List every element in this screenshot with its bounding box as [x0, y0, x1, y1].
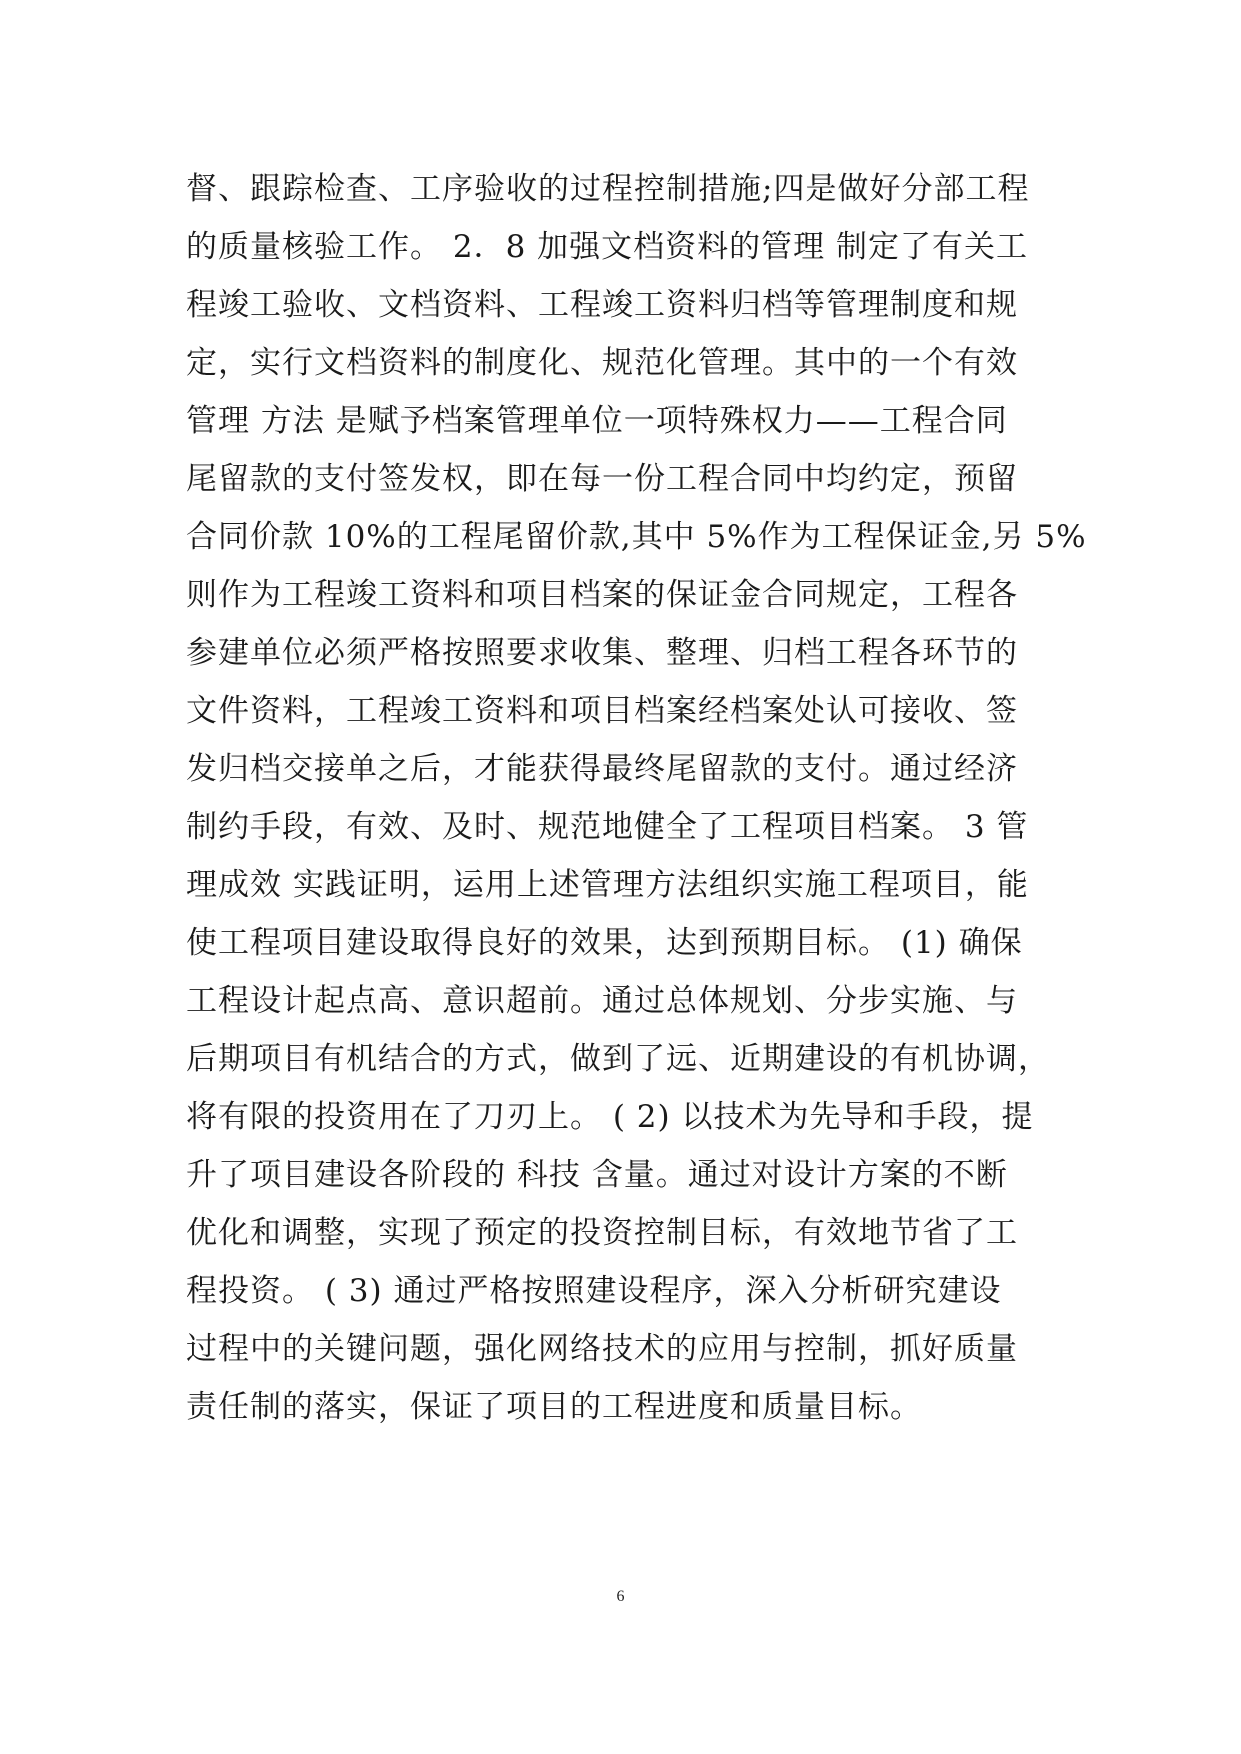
text-line: 合同价款 10%的工程尾留价款,其中 5%作为工程保证金,另 5%	[186, 519, 1087, 555]
text-line: 则作为工程竣工资料和项目档案的保证金合同规定，工程各	[186, 577, 1018, 613]
text-line: 制约手段，有效、及时、规范地健全了工程项目档案。 3 管	[186, 809, 1029, 845]
text-line: 优化和调整，实现了预定的投资控制目标，有效地节省了工	[186, 1215, 1018, 1251]
body-text	[186, 160, 1087, 1436]
text-line: 管理 方法 是赋予档案管理单位一项特殊权力——工程合同	[186, 403, 1008, 439]
text-line: 参建单位必须严格按照要求收集、整理、归档工程各环节的	[186, 635, 1018, 671]
text-line: 理成效 实践证明，运用上述管理方法组织实施工程项目，能	[186, 867, 1029, 903]
text-line: 责任制的落实，保证了项目的工程进度和质量目标。	[186, 1389, 922, 1425]
text-line: 发归档交接单之后，才能获得最终尾留款的支付。通过经济	[186, 751, 1018, 787]
text-line: 程投资。 ( 3) 通过严格按照建设程序，深入分析研究建设	[186, 1273, 1002, 1309]
text-line: 过程中的关键问题，强化网络技术的应用与控制，抓好质量	[186, 1331, 1018, 1367]
text-line: 程竣工验收、文档资料、工程竣工资料归档等管理制度和规	[186, 287, 1018, 323]
text-line: 督、跟踪检查、工序验收的过程控制措施;四是做好分部工程	[186, 171, 1030, 207]
text-line: 将有限的投资用在了刀刃上。 ( 2) 以技术为先导和手段，提	[186, 1099, 1034, 1135]
text-line: 升了项目建设各阶段的 科技 含量。通过对设计方案的不断	[186, 1157, 1008, 1193]
text-line: 后期项目有机结合的方式，做到了远、近期建设的有机协调，	[186, 1041, 1050, 1077]
page-number: 6	[616, 1588, 625, 1605]
text-line: 尾留款的支付签发权，即在每一份工程合同中均约定，预留	[186, 461, 1018, 497]
text-line: 文件资料，工程竣工资料和项目档案经档案处认可接收、签	[186, 693, 1018, 729]
text-line: 的质量核验工作。 2．8 加强文档资料的管理 制定了有关工	[186, 229, 1029, 265]
text-line: 定，实行文档资料的制度化、规范化管理。其中的一个有效	[186, 345, 1018, 381]
text-line: 使工程项目建设取得良好的效果，达到预期目标。 (1) 确保	[186, 925, 1023, 961]
text-line: 工程设计起点高、意识超前。通过总体规划、分步实施、与	[186, 983, 1018, 1019]
